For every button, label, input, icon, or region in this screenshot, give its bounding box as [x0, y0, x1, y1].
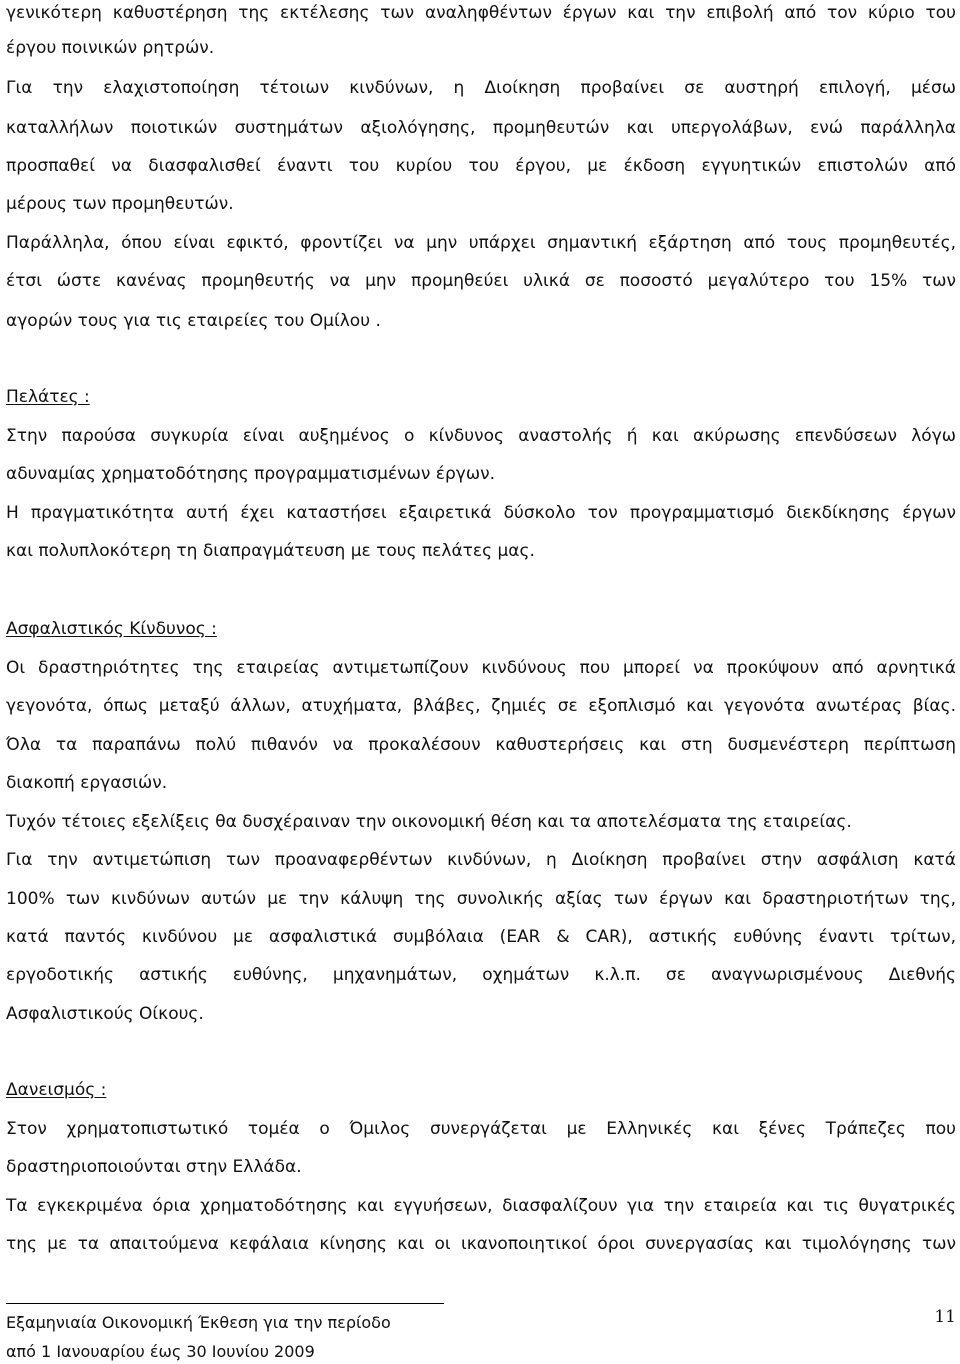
text-line: Στον χρηματοπιστωτικό τομέα ο Όμιλος συνεργάζεται με Ελληνικές και ξένες Τράπεζες που [6, 1119, 956, 1139]
text-line: γεγονότα, όπως μεταξύ άλλων, ατυχήματα, βλάβες, ζημιές σε εξοπλισμό και γεγονότα ανωτέρας βίας. [6, 696, 956, 716]
text-line: Οι δραστηριότητες της εταιρείας αντιμετωπίζουν κινδύνους που μπορεί να προκύψουν από αρνητικά [6, 658, 956, 678]
footer-divider [6, 1303, 444, 1304]
text-line: Η πραγματικότητα αυτή έχει καταστήσει εξαιρετικά δύσκολο τον προγραμματισμό διεκδίκησης έργων [6, 503, 956, 523]
section-heading-insurance: Ασφαλιστικός Κίνδυνος : [6, 619, 217, 639]
text-line: αδυναμίας χρηματοδότησης προγραμματισμένων έργων. [6, 464, 495, 484]
text-line: Όλα τα παραπάνω πολύ πιθανόν να προκαλέσουν καθυστερήσεις και στη δυσμενέστερη περίπτωση [6, 735, 956, 755]
text-line: γενικότερη καθυστέρηση της εκτέλεσης των αναληφθέντων έργων και την επιβολή από τον κύριο του [6, 3, 956, 23]
text-line: έργου ποινικών ρητρών. [6, 38, 215, 58]
text-line: της με τα απαιτούμενα κεφάλαια κίνησης και οι ικανοποιητικοί όροι συνεργασίας και τιμολόγησης των [6, 1234, 956, 1254]
text-line: έτσι ώστε κανένας προμηθευτής να μην προμηθεύει υλικά σε ποσοστό μεγαλύτερο του 15% των [6, 271, 956, 291]
text-line: προσπαθεί να διασφαλισθεί έναντι του κυρίου του έργου, με έκδοση εγγυητικών επιστολών από [6, 156, 956, 176]
text-line: μέρους των προμηθευτών. [6, 194, 234, 214]
footer-period: από 1 Ιανουαρίου έως 30 Ιουνίου 2009 [6, 1342, 315, 1361]
text-line: και πολυπλοκότερη τη διαπραγμάτευση με τους πελάτες μας. [6, 541, 535, 561]
text-line: Στην παρούσα συγκυρία είναι αυξημένος ο κίνδυνος αναστολής ή και ακύρωσης επενδύσεων λόγω [6, 426, 956, 446]
text-line: δραστηριοποιούνται στην Ελλάδα. [6, 1157, 302, 1177]
text-line: Τυχόν τέτοιες εξελίξεις θα δυσχέραιναν την οικονομική θέση και τα αποτελέσματα της εταιρείας. [6, 812, 852, 832]
text-line: Για την ελαχιστοποίηση τέτοιων κινδύνων, η Διοίκηση προβαίνει σε αυστηρή επιλογή, μέσω [6, 78, 956, 98]
text-line: καταλλήλων ποιοτικών συστημάτων αξιολόγησης, προμηθευτών και υπεργολάβων, ενώ παράλληλα [6, 118, 956, 138]
text-line: διακοπή εργασιών. [6, 773, 168, 793]
text-line: Ασφαλιστικούς Οίκους. [6, 1004, 204, 1024]
text-line: εργοδοτικής αστικής ευθύνης, μηχανημάτων, οχημάτων κ.λ.π. σε αναγνωρισμένους Διεθνής [6, 965, 956, 985]
text-line: Για την αντιμετώπιση των προαναφερθέντων κινδύνων, η Διοίκηση προβαίνει στην ασφάλιση κατά [6, 850, 956, 870]
footer-report-title: Εξαμηνιαία Οικονομική Έκθεση για την περίοδο [6, 1313, 391, 1332]
section-heading-clients: Πελάτες : [6, 387, 90, 407]
text-line: κατά παντός κινδύνου με ασφαλιστικά συμβόλαια (EAR & CAR), αστικής ευθύνης έναντι τρίτων, [6, 927, 956, 947]
text-line: Παράλληλα, όπου είναι εφικτό, φροντίζει να μην υπάρχει σημαντική εξάρτηση από τους προμηθευτές, [6, 233, 956, 253]
page-number: 11 [934, 1307, 956, 1327]
text-line: 100% των κινδύνων αυτών με την κάλυψη της συνολικής αξίας των έργων και δραστηριοτήτων της, [6, 889, 956, 909]
text-line: Τα εγκεκριμένα όρια χρηματοδότησης και εγγυήσεων, διασφαλίζουν για την εταιρεία και τις θυγατρικές [6, 1196, 956, 1216]
text-line: αγορών τους για τις εταιρείες του Ομίλου . [6, 311, 381, 331]
section-heading-borrowing: Δανεισμός : [6, 1080, 107, 1100]
